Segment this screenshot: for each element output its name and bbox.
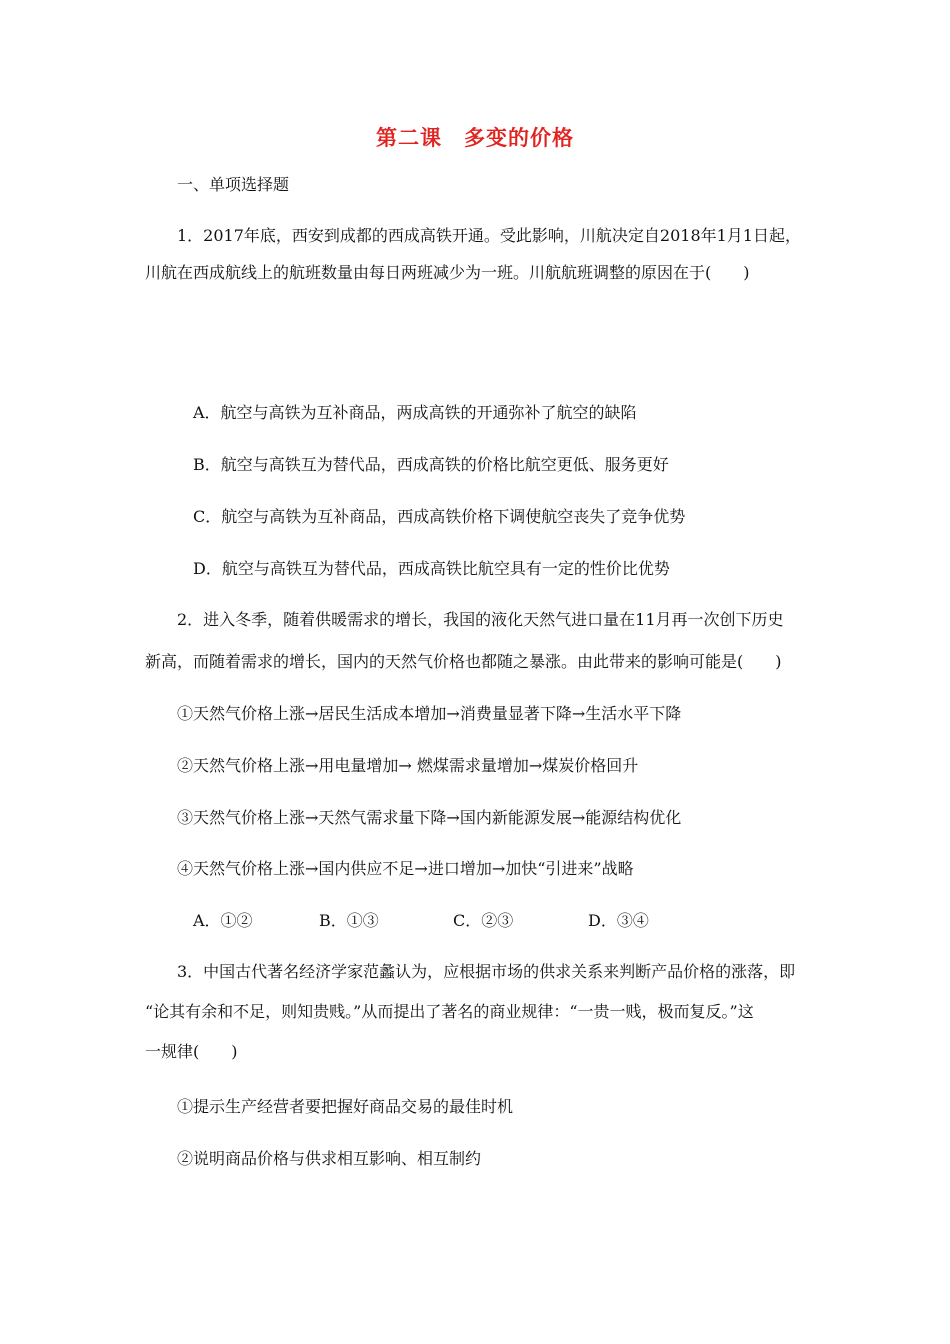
q2-item-1: ①天然气价格上涨→居民生活成本增加→消费量显著下降→生活水平下降	[177, 704, 682, 723]
q3-stem-line-3: 一规律( )	[145, 1042, 238, 1061]
q2-choice-c: C．②③	[453, 911, 514, 930]
q1-stem-line-1: 1．2017年底，西安到成都的西成高铁开通。受此影响，川航决定自2018年1月1日起，	[177, 226, 801, 245]
q2-stem-line-1: 2．进入冬季，随着供暖需求的增长，我国的液化天然气进口量在11月再一次创下历史	[177, 610, 784, 629]
section-heading: 一、单项选择题	[177, 175, 290, 194]
q3-stem-line-1: 3．中国古代著名经济学家范蠡认为，应根据市场的供求关系来判断产品价格的涨落，即	[177, 962, 796, 981]
q2-choice-b: B．①③	[319, 911, 379, 930]
q3-item-2: ②说明商品价格与供求相互影响、相互制约	[177, 1149, 482, 1168]
q1-option-a: A．航空与高铁为互补商品，两成高铁的开通弥补了航空的缺陷	[193, 403, 637, 422]
q2-item-4: ④天然气价格上涨→国内供应不足→进口增加→加快“引进来”战略	[177, 859, 634, 878]
q1-option-c: C．航空与高铁为互补商品，西成高铁价格下调使航空丧失了竞争优势	[193, 507, 686, 526]
q3-item-1: ①提示生产经营者要把握好商品交易的最佳时机	[177, 1097, 514, 1116]
q2-choice-a: A．①②	[193, 911, 253, 930]
q1-stem-line-2: 川航在西成航线上的航班数量由每日两班减少为一班。川航航班调整的原因在于( )	[145, 263, 750, 282]
q1-option-b: B．航空与高铁互为替代品，西成高铁的价格比航空更低、服务更好	[193, 455, 669, 474]
q1-option-d: D．航空与高铁互为替代品，西成高铁比航空具有一定的性价比优势	[193, 559, 670, 578]
q3-stem-line-2: “论其有余和不足，则知贵贱。”从而提出了著名的商业规律：“一贵一贱，极而复反。”这	[145, 1002, 754, 1021]
q2-stem-line-2: 新高，而随着需求的增长，国内的天然气价格也都随之暴涨。由此带来的影响可能是( )	[145, 652, 782, 671]
page-title: 第二课 多变的价格	[376, 126, 574, 150]
q2-choice-d: D．③④	[588, 911, 649, 930]
q2-item-2: ②天然气价格上涨→用电量增加→ 燃煤需求量增加→煤炭价格回升	[177, 756, 639, 775]
q2-item-3: ③天然气价格上涨→天然气需求量下降→国内新能源发展→能源结构优化	[177, 808, 682, 827]
